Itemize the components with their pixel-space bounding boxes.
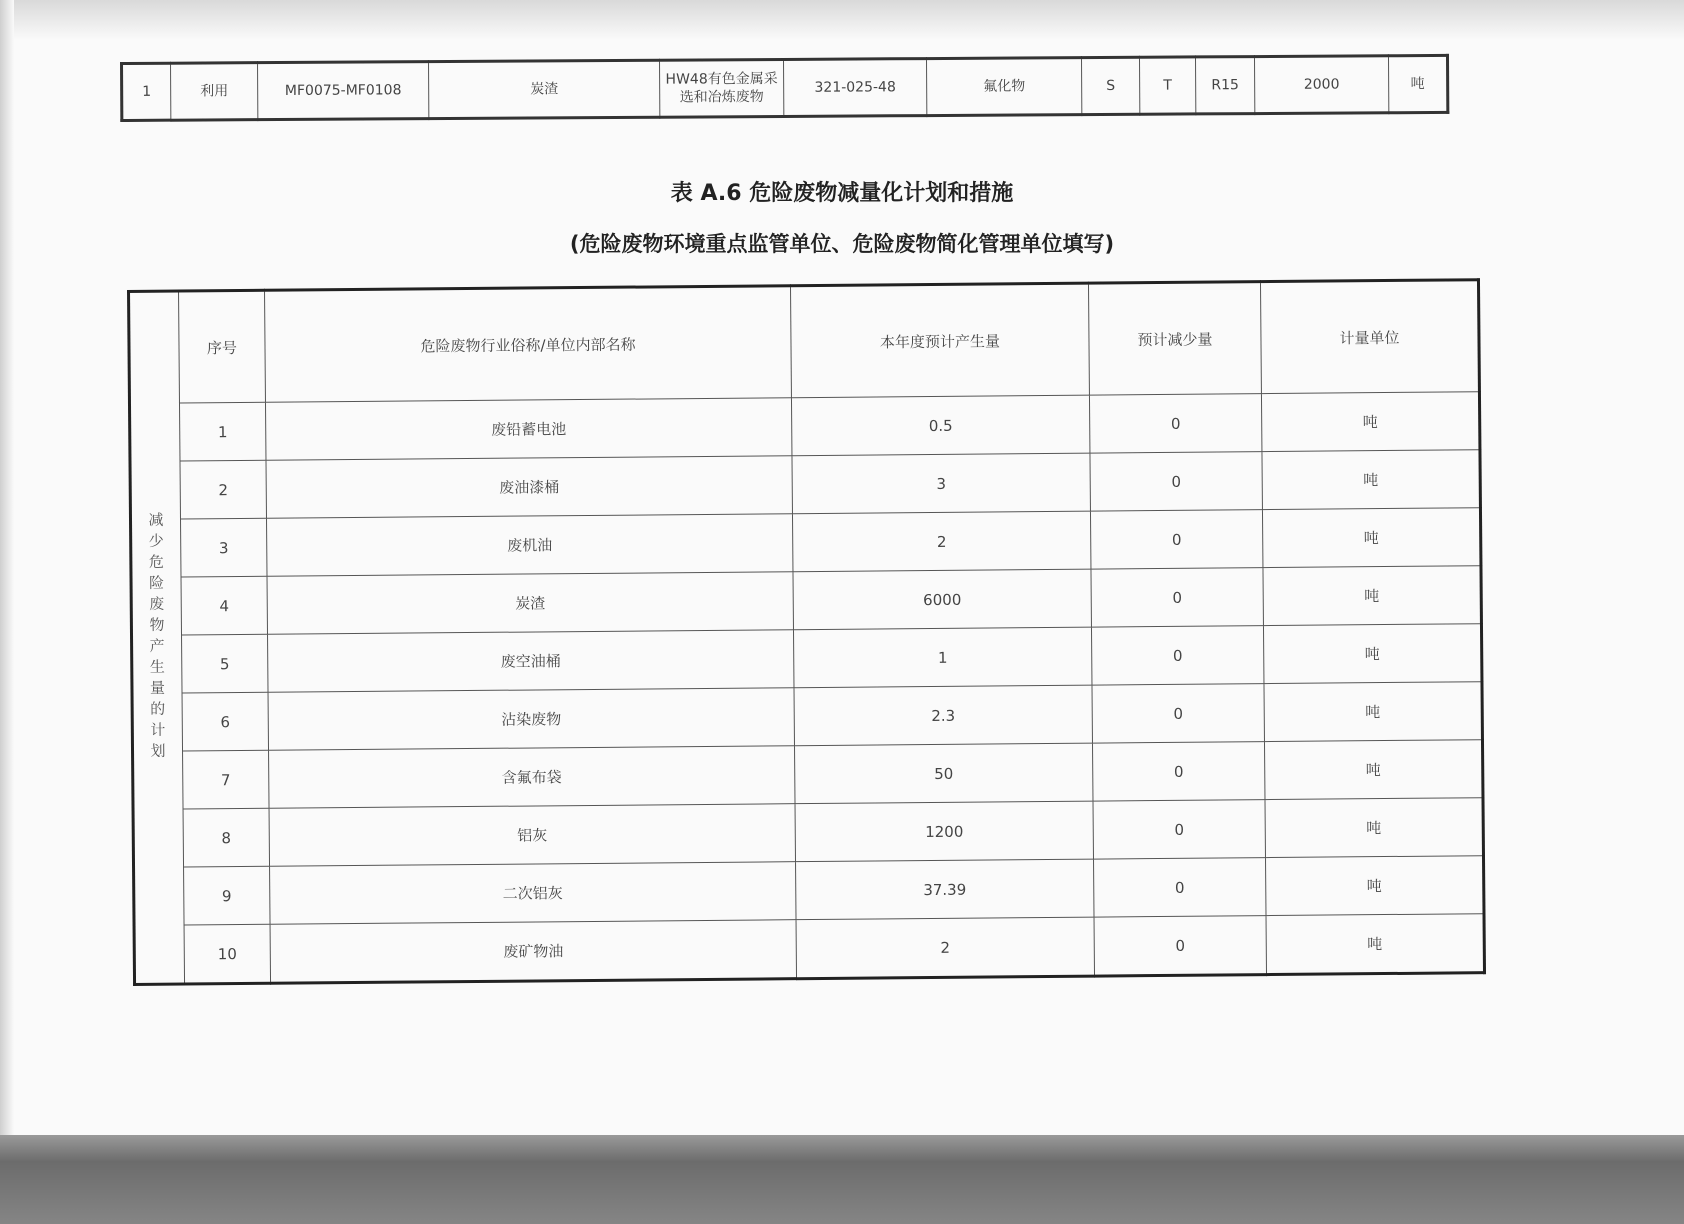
cell: T [1139, 57, 1195, 114]
cell: MF0075-MF0108 [258, 62, 429, 120]
cell: 含氟布袋 [269, 746, 795, 809]
cell: 0 [1094, 916, 1267, 976]
cell: 1200 [795, 801, 1093, 862]
header-cell: 预计减少量 [1088, 282, 1261, 395]
cell: 2 [792, 511, 1090, 572]
cell: 10 [184, 924, 271, 984]
header-cell: 序号 [179, 290, 266, 403]
cell: 0 [1091, 568, 1263, 627]
cell: 0 [1089, 394, 1261, 453]
cell: 利用 [171, 63, 258, 121]
cell: 废铅蓄电池 [265, 398, 791, 461]
table-row [134, 914, 1484, 985]
cell: 1 [122, 63, 171, 120]
cell: 吨 [1264, 740, 1482, 800]
cell: 吨 [1263, 624, 1481, 684]
cell: 吨 [1264, 682, 1482, 742]
cell: HW48有色金属采选和冶炼废物 [659, 59, 783, 117]
cell: 废矿物油 [270, 920, 796, 984]
cell: 吨 [1262, 450, 1480, 510]
cell: S [1081, 57, 1139, 114]
cell: 321-025-48 [783, 59, 926, 117]
header-cell: 本年度预计产生量 [790, 283, 1089, 398]
cell: 0 [1091, 626, 1263, 685]
reduction-plan-table [127, 278, 1486, 986]
cell: 3 [792, 453, 1090, 514]
cell: 沾染废物 [268, 688, 794, 751]
table-title: 表 A.6 危险废物减量化计划和措施 [670, 181, 1014, 206]
cell: 0 [1093, 800, 1265, 859]
cell: 氟化物 [926, 58, 1081, 116]
cell: 5 [182, 634, 269, 693]
table-subtitle: (危险废物环境重点监管单位、危险废物简化管理单位填写) [569, 232, 1115, 256]
cell: 9 [184, 866, 271, 925]
cell: 0 [1092, 742, 1264, 801]
scanner-edge [0, 1135, 1684, 1224]
cell: 2 [180, 460, 267, 519]
cell: 7 [183, 750, 270, 809]
cell: 废机油 [266, 514, 792, 577]
cell: 2000 [1254, 56, 1388, 114]
cell: 0 [1094, 858, 1266, 917]
cell: 吨 [1266, 914, 1485, 975]
cell: 0 [1090, 510, 1262, 569]
cell: 0.5 [791, 395, 1089, 456]
cell: 吨 [1388, 55, 1447, 112]
cell: 吨 [1263, 566, 1481, 626]
cell: 0 [1092, 684, 1264, 743]
cell: 废油漆桶 [266, 456, 792, 519]
cell: 二次铝灰 [270, 862, 796, 925]
cell: 吨 [1261, 392, 1479, 452]
cell: 1 [179, 402, 266, 461]
previous-table-row [120, 54, 1449, 122]
cell: 吨 [1262, 508, 1480, 568]
header-cell: 计量单位 [1260, 280, 1479, 394]
cell: 废空油桶 [268, 630, 794, 693]
cell: 1 [793, 627, 1091, 688]
cell: 2.3 [794, 685, 1092, 746]
scan-shadow-left [0, 0, 14, 1135]
cell: 吨 [1265, 798, 1483, 858]
header-cell: 危险废物行业俗称/单位内部名称 [265, 286, 792, 403]
cell: 0 [1090, 452, 1262, 511]
cell: 6000 [793, 569, 1091, 630]
cell: 37.39 [796, 859, 1094, 920]
cell: 铝灰 [269, 804, 795, 867]
cell: 2 [796, 917, 1095, 979]
cell: 6 [182, 692, 269, 751]
cell: R15 [1195, 57, 1254, 114]
cell: 炭渣 [267, 572, 793, 635]
cell: 8 [183, 808, 270, 867]
cell: 50 [795, 743, 1093, 804]
cell: 3 [181, 518, 268, 577]
cell: 吨 [1265, 856, 1483, 916]
scan-shadow [0, 0, 1684, 40]
cell: 炭渣 [429, 60, 660, 118]
side-label: 减少危险废物产生量的计划 [129, 291, 185, 984]
cell: 4 [181, 576, 268, 635]
